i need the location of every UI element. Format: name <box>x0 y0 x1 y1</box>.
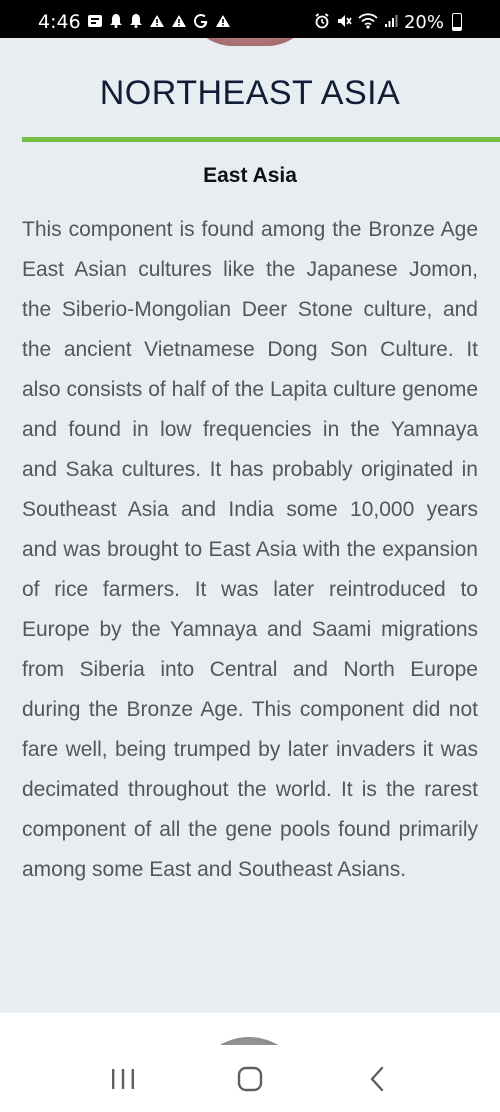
status-time: 4:46 <box>38 11 81 33</box>
signal-icon <box>384 14 398 31</box>
status-right <box>314 12 462 33</box>
bell-icon <box>109 13 123 31</box>
region-card <box>0 38 500 1013</box>
region-description: This component is found among the Bronze Age East Asian cultures like the Japanese Jomon, the Siberio-Mongolian Deer Stone culture, and the ancient Vietnamese Dong Son Culture. It also consists of half of the Lapita culture genome and found in low frequencies in the Yamnaya and Saka cultures. It has probably originated in Southeast Asia and India some 10,000 years and was brought to East Asia with the expansion of rice farmers. It was later reintroduced to Europe by the Yamnaya and Saami migrations from Siberia into Central and North Europe during the Bronze Age. This component did not fare well, being trumped by later invaders it was decimated throughout the world. It is the rarest component of all the gene pools found primarily among some East and Southeast Asians. <box>22 218 478 881</box>
alarm-icon <box>314 13 330 32</box>
battery-percent: 20% <box>403 11 444 33</box>
warning-icon <box>215 14 231 31</box>
warning-icon <box>171 14 187 31</box>
mute-icon <box>336 13 352 32</box>
recent-apps-button[interactable] <box>98 1054 148 1104</box>
region-subtitle: East Asia <box>203 164 297 187</box>
bell-icon <box>129 13 143 31</box>
back-button[interactable] <box>352 1054 402 1104</box>
region-avatar-image <box>185 38 315 46</box>
back-icon <box>368 1066 386 1092</box>
accent-divider <box>22 137 500 142</box>
warning-icon <box>149 14 165 31</box>
battery-icon <box>452 13 462 31</box>
google-icon <box>193 13 209 32</box>
notification-icon <box>87 14 103 31</box>
battery-level <box>453 27 461 30</box>
home-icon <box>237 1066 263 1092</box>
system-nav-bar <box>0 1045 500 1112</box>
home-button[interactable] <box>225 1054 275 1104</box>
status-left <box>38 11 231 33</box>
recent-apps-icon <box>110 1068 136 1090</box>
region-title: NORTHEAST ASIA <box>99 74 401 112</box>
wifi-icon <box>358 13 378 32</box>
